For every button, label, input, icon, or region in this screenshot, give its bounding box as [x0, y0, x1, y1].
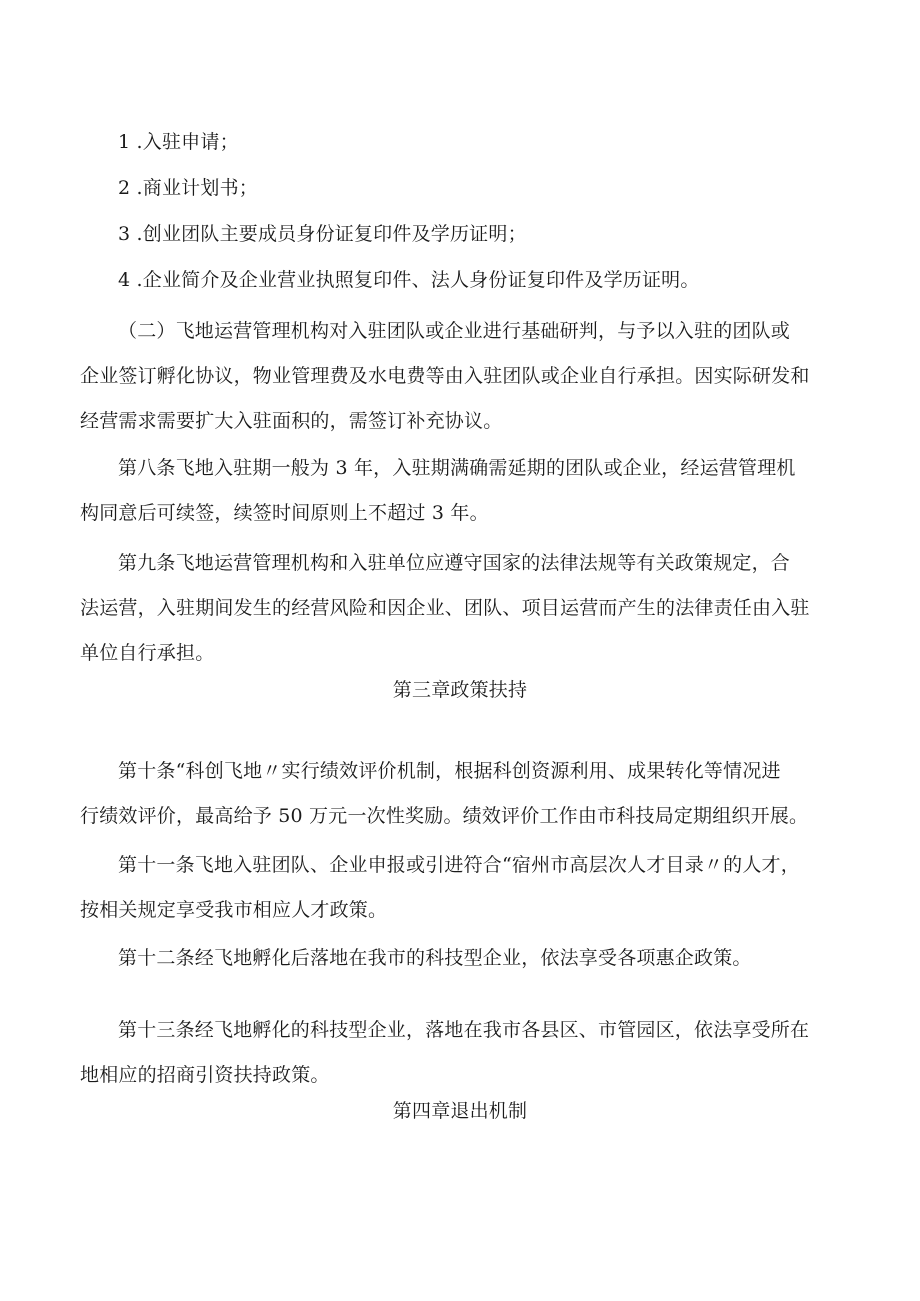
list-item-4: 4 .企业简介及企业营业执照复印件、法人身份证复印件及学历证明。	[118, 269, 700, 291]
article9-line-3: 单位自行承担。	[80, 642, 215, 664]
list-item-1: 1 .入驻申请；	[118, 131, 239, 153]
article9-line-2: 法运营，入驻期间发生的经营风险和因企业、团队、项目运营而产生的法律责任由入驻	[80, 597, 810, 619]
clause2-line-1: （二）飞地运营管理机构对入驻团队或企业进行基础研判，与予以入驻的团队或	[118, 320, 791, 342]
article12-line-1: 第十二条经飞地孵化后落地在我市的科技型企业，依法享受各项惠企政策。	[118, 947, 752, 969]
chapter-4-title: 第四章退出机制	[392, 1100, 528, 1122]
article10-line-2: 行绩效评价，最高给予 50 万元一次性奖励。绩效评价工作由市科技局定期组织开展。	[80, 805, 809, 827]
list-item-2: 2 .商业计划书；	[118, 177, 258, 199]
article11-line-1: 第十一条飞地入驻团队、企业申报或引进符合“宿州市高层次人才目录〃的人才，	[118, 854, 800, 876]
clause2-line-2: 企业签订孵化协议，物业管理费及水电费等由入驻团队或企业自行承担。因实际研发和	[80, 365, 810, 387]
article13-line-1: 第十三条经飞地孵化的科技型企业，落地在我市各县区、市管园区，依法享受所在	[118, 1019, 810, 1041]
article11-line-2: 按相关规定享受我市相应人才政策。	[80, 899, 388, 921]
chapter-3-title: 第三章政策扶持	[392, 679, 528, 701]
clause2-line-3: 经营需求需要扩大入驻面积的，需签订补充协议。	[80, 410, 503, 432]
article10-line-1: 第十条“科创飞地〃实行绩效评价机制，根据科创资源利用、成果转化等情况进	[118, 760, 781, 782]
article13-line-2: 地相应的招商引资扶持政策。	[80, 1064, 330, 1086]
article8-line-1: 第八条飞地入驻期一般为 3 年，入驻期满确需延期的团队或企业，经运营管理机	[118, 457, 796, 479]
list-item-3: 3 .创业团队主要成员身份证复印件及学历证明；	[118, 223, 527, 245]
article8-line-2: 构同意后可续签，续签时间原则上不超过 3 年。	[80, 502, 489, 524]
article9-line-1: 第九条飞地运营管理机构和入驻单位应遵守国家的法律法规等有关政策规定，合	[118, 552, 791, 574]
